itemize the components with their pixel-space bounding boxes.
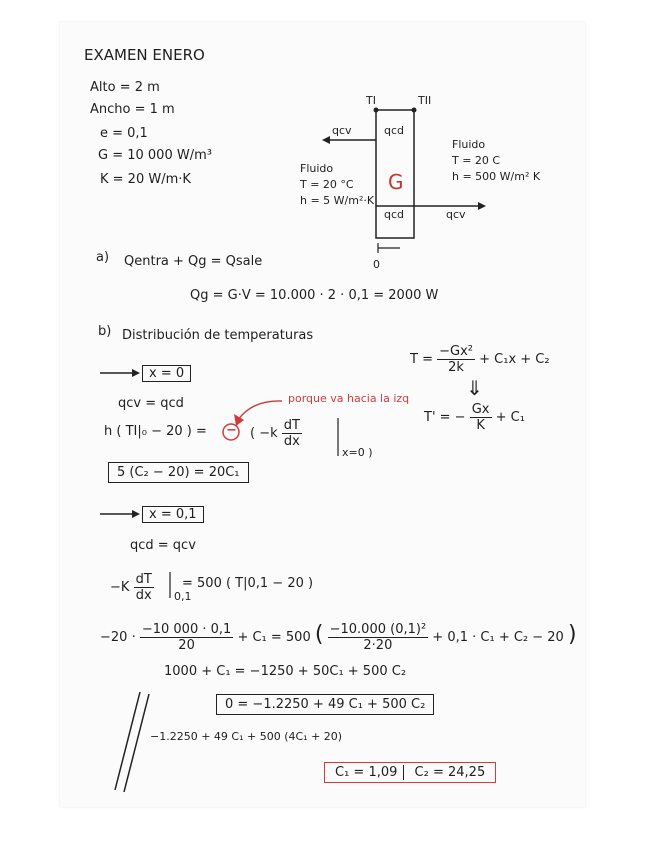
eq-substitution: −20 · $\frac{-10 000 \cdot 0,1}{20}$ + C₁ = 500 ( $\frac{\text{−10.000 (0,1)²}}{2\cdot 20}$ + 0,1 · C₁ + C₂ − 20 ) — [100, 622, 577, 653]
label-qcv-right: qcv — [446, 208, 466, 221]
eq2-right: = 500 ( T|0,1 − 20 ) — [182, 576, 314, 591]
eq-derivative-1: ( −k $\frac{dT}{dx}$ — [250, 418, 300, 449]
given-generation: G = 10 000 W/m³ — [98, 148, 212, 163]
eq-derivative-2: −K $\frac{dT}{dx}$ — [110, 572, 152, 603]
left-fluid-3: h = 5 W/m²·K — [300, 194, 375, 207]
eq-qcd-qcv: qcd = qcv — [130, 538, 196, 553]
right-fluid-1: Fluido — [452, 138, 486, 151]
page-title: EXAMEN ENERO — [84, 46, 205, 64]
t-solution: T = $\frac{\text{−Gx²}}{2k}$ + C₁x + C₂ — [410, 344, 550, 375]
part-b-title: Distribución de temperaturas — [122, 328, 314, 343]
label-t1: TI — [366, 94, 376, 107]
c1-value: C₁ = 1,09 — [329, 765, 404, 780]
given-conductivity: K = 20 W/m·K — [100, 172, 191, 187]
label-origin: 0 — [373, 258, 380, 271]
part-b-label: b) — [98, 324, 112, 339]
given-thickness: e = 0,1 — [100, 126, 148, 141]
label-qcv-left: qcv — [332, 124, 352, 137]
wall-point-right — [412, 108, 417, 113]
left-fluid-2: T = 20 °C — [300, 178, 354, 191]
eq-simplified: 1000 + C₁ = −1250 + 50C₁ + 500 C₂ — [164, 664, 407, 679]
right-fluid-3: h = 500 W/m² K — [452, 170, 541, 183]
qg-equation: Qg = G·V = 10.000 · 2 · 0,1 = 2000 W — [190, 288, 439, 303]
label-t2: TII — [418, 94, 432, 107]
final-results-box — [324, 762, 496, 783]
eq-qcv-qcd: qcv = qcd — [118, 396, 184, 411]
eq-combined: −1.2250 + 49 C₁ + 500 (4C₁ + 20) — [150, 730, 343, 743]
right-fluid-2: T = 20 C — [452, 154, 501, 167]
boxed-result-1: 5 (C₂ − 20) = 20C₁ — [108, 462, 249, 483]
bc2-box: x = 0,1 — [142, 506, 204, 523]
label-generation: G — [388, 170, 404, 194]
red-note: porque va hacia la izq — [288, 392, 410, 405]
boxed-result-2: 0 = −1.2250 + 49 C₁ + 500 C₂ — [216, 694, 434, 715]
energy-balance: Qentra + Qg = Qsale — [124, 254, 263, 269]
label-qcd-left: qcd — [384, 124, 405, 137]
eq-eval-1: x=0 ) — [342, 446, 373, 459]
part-a-label: a) — [96, 250, 110, 265]
bc1-box: x = 0 — [142, 365, 191, 382]
given-width: Ancho = 1 m — [90, 102, 175, 117]
label-qcd-right: qcd — [384, 208, 405, 221]
eq-eval-2: 0,1 — [174, 590, 192, 603]
t-derivative: T' = − $\frac{Gx}{K}$ + C₁ — [424, 402, 525, 433]
minus-sign: − — [226, 423, 237, 438]
given-height: Alto = 2 m — [90, 80, 160, 95]
down-arrow: ⇓ — [466, 376, 483, 400]
left-fluid-1: Fluido — [300, 162, 334, 175]
wall-point-left — [374, 108, 379, 113]
c2-value: C₂ = 24,25 — [414, 765, 486, 780]
eq-h-left: h ( TI|₀ − 20 ) = — [104, 424, 207, 439]
